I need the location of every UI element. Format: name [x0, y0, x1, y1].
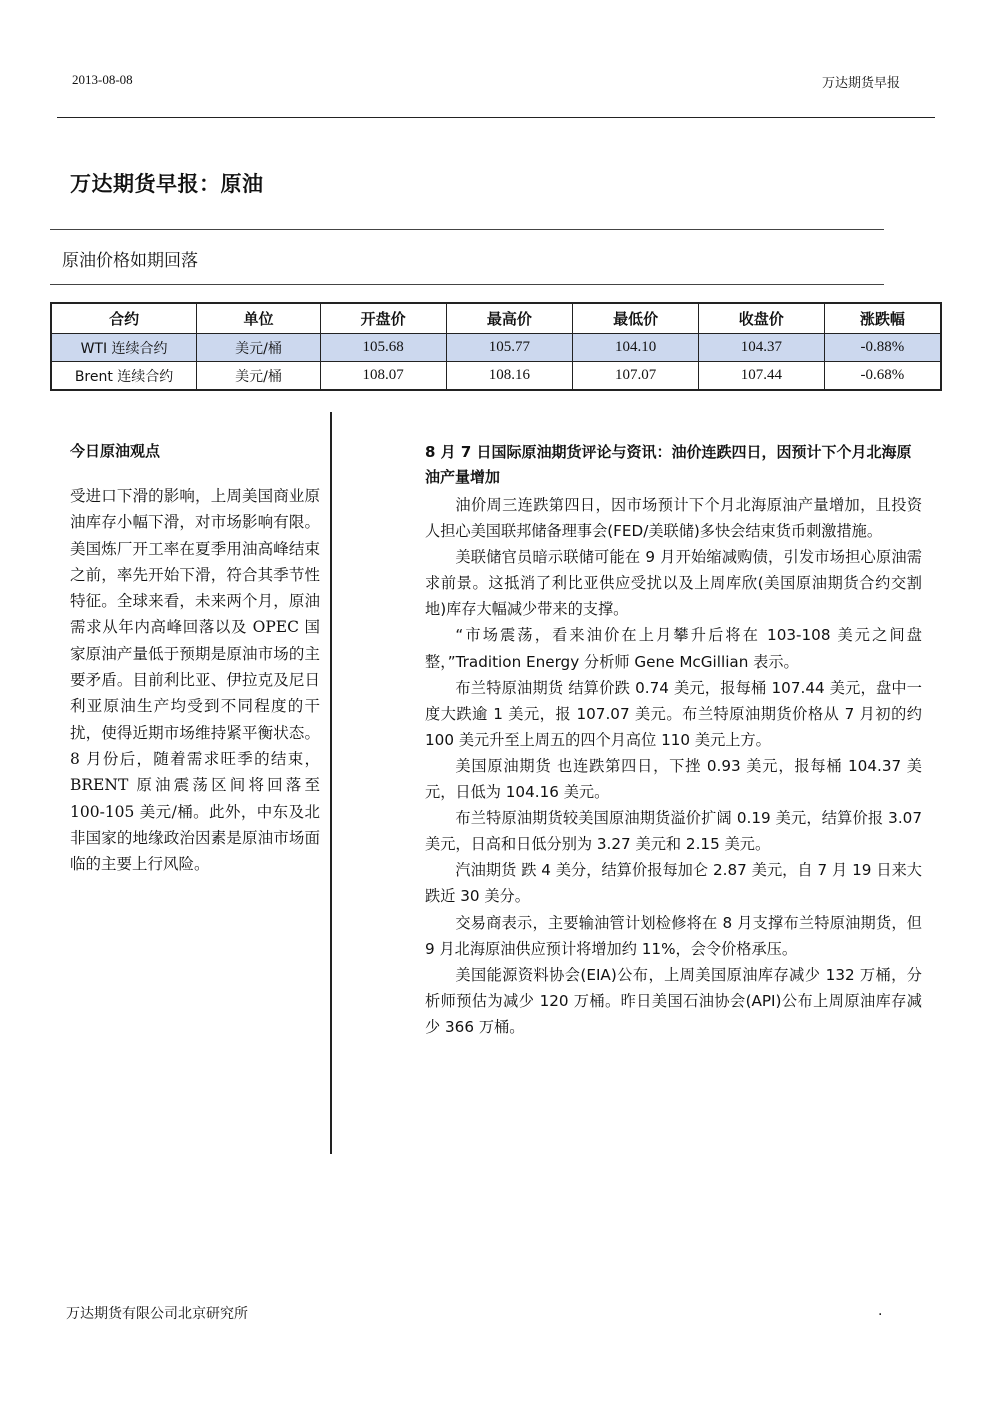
- news-paragraph: 汽油期货 跌 4 美分，结算价报每加仑 2.87 美元，自 7 月 19 日来大跌近 30 美分。: [425, 861, 922, 906]
- header-divider: [57, 117, 935, 118]
- news-paragraph: 油价周三连跌第四日，因市场预计下个月北海原油产量增加，且投资人担心美国联邦储备理事会(FED/美联储)多快会结束货币刺激措施。: [425, 496, 922, 541]
- price-table: [50, 302, 942, 391]
- footer-organization: 万达期货有限公司北京研究所: [66, 1306, 248, 1322]
- news-paragraph: 布兰特原油期货较美国原油期货溢价扩阔 0.19 美元，结算价报 3.07 美元，日高和日低分别为 3.27 美元和 2.15 美元。: [425, 809, 922, 854]
- column-divider: [330, 412, 332, 1154]
- cell-change: -0.68%: [824, 362, 941, 391]
- cell-close: 104.37: [698, 334, 824, 362]
- cell-high: 105.77: [446, 334, 573, 362]
- news-paragraph: 美国能源资料协会(EIA)公布，上周美国原油库存减少 132 万桶，分析师预估为减少 120 万桶。昨日美国石油协会(API)公布上周原油库存减少 366 万桶。: [425, 965, 922, 1036]
- col-header-unit: 单位: [197, 303, 321, 334]
- col-header-high: 最高价: [446, 303, 573, 334]
- table-header-row: [51, 303, 941, 334]
- outlook-heading: 今日原油观点: [70, 442, 161, 460]
- subtitle-bottom-divider: [50, 284, 884, 285]
- cell-open: 105.68: [320, 334, 446, 362]
- col-header-close: 收盘价: [698, 303, 824, 334]
- page-subtitle: 原油价格如期回落: [62, 251, 198, 271]
- table-row: [51, 334, 941, 362]
- cell-change: -0.88%: [824, 334, 941, 362]
- col-header-change: 涨跌幅: [824, 303, 941, 334]
- page-title: 万达期货早报：原油: [70, 172, 264, 196]
- subtitle-top-divider: [50, 229, 884, 230]
- news-section: [425, 440, 922, 1040]
- header-brand: 万达期货早报: [821, 76, 900, 91]
- news-paragraph: 交易商表示，主要输油管计划检修将在 8 月支撑布兰特原油期货，但 9 月北海原油供应预计将增加约 11%，会令价格承压。: [425, 913, 922, 958]
- col-header-open: 开盘价: [320, 303, 446, 334]
- outlook-section: [70, 440, 320, 877]
- cell-low: 104.10: [573, 334, 699, 362]
- news-paragraph: 美国原油期货 也连跌第四日，下挫 0.93 美元，报每桶 104.37 美元，日低为 104.16 美元。: [425, 756, 922, 802]
- col-header-low: 最低价: [573, 303, 699, 334]
- news-paragraph: 布兰特原油期货 结算价跌 0.74 美元，报每桶 107.44 美元，盘中一度大跌逾 1 美元，报 107.07 美元。布兰特原油期货价格从 7 月初的约 100 美元升至上周五的四个月高位 110 美元上方。: [425, 678, 922, 749]
- col-header-contract: 合约: [51, 303, 197, 334]
- news-paragraph: 美联储官员暗示联储可能在 9 月开始缩减购债，引发市场担心原油需求前景。这抵消了利比亚供应受扰以及上周库欣(美国原油期货合约交割地)库存大幅减少带来的支撑。: [425, 548, 922, 619]
- news-heading: 8 月 7 日国际原油期货评论与资讯：油价连跌四日，因预计下个月北海原油产量增加: [425, 443, 912, 486]
- cell-contract: Brent 连续合约: [51, 362, 197, 391]
- cell-contract: WTI 连续合约: [51, 334, 197, 362]
- news-paragraph: “市场震荡，看来油价在上月攀升后将在 103-108 美元之间盘整，”Tradition Energy 分析师 Gene McGillian 表示。: [425, 626, 922, 671]
- cell-unit: 美元/桶: [197, 362, 321, 391]
- cell-high: 108.16: [446, 362, 573, 391]
- outlook-body: 受进口下滑的影响，上周美国商业原油库存小幅下滑，对市场影响有限。美国炼厂开工率在夏季用油高峰结束之前，率先开始下滑，符合其季节性特征。全球来看，未来两个月，原油需求从年内高峰回落以及 OPEC 国家原油产量低于预期是原油市场的主要矛盾。目前利比亚、伊拉克及尼日利亚原油生产均受到不同程度的干扰，使得近期市场维持紧平衡状态。8 月份后，随着需求旺季的结束，BRENT 原油震荡区间将回落至 100-105 美元/桶。此外，中东及北非国家的地缘政治因素是原油市场面临的主要上行风险。: [70, 487, 320, 874]
- report-date: 2013-08-08: [72, 72, 133, 87]
- cell-close: 107.44: [698, 362, 824, 391]
- cell-unit: 美元/桶: [197, 334, 321, 362]
- cell-low: 107.07: [573, 362, 699, 391]
- table-row: [51, 362, 941, 391]
- footer-mark: .: [878, 1303, 883, 1319]
- cell-open: 108.07: [320, 362, 446, 391]
